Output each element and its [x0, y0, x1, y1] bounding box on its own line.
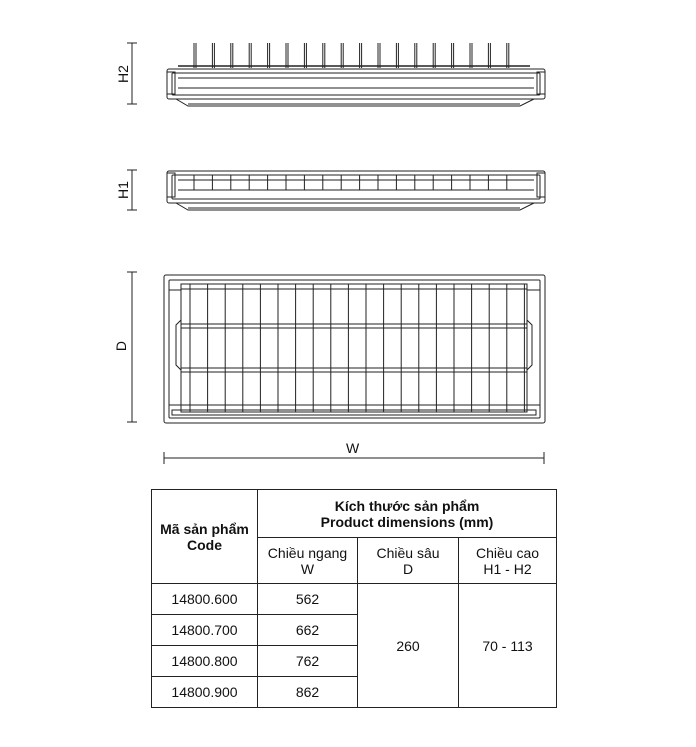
- code-header: [152, 490, 258, 584]
- col-d-en: D: [402, 560, 414, 577]
- h2-tines: [194, 43, 509, 68]
- row-width: 762: [258, 646, 358, 677]
- table-row: [152, 584, 557, 615]
- code-header-en: Code: [187, 536, 222, 553]
- col-d-vi: Chiều sâu: [376, 544, 440, 561]
- dims-header-en: Product dimensions (mm): [320, 513, 494, 530]
- row-code: 14800.700: [152, 615, 258, 646]
- plan-view: [127, 272, 545, 423]
- row-code: 14800.900: [152, 677, 258, 708]
- w-label: W: [346, 440, 360, 456]
- row-width: 562: [258, 584, 358, 615]
- h1-label: H1: [115, 181, 131, 199]
- row-width: 662: [258, 615, 358, 646]
- h2-label: H2: [115, 65, 131, 83]
- spec-table: [151, 489, 557, 708]
- col-h-vi: Chiều cao: [475, 544, 540, 561]
- row-width: 862: [258, 677, 358, 708]
- code-header-vi: Mã sản phẩm: [160, 520, 249, 537]
- height-value: 70 - 113: [459, 584, 557, 708]
- col-d-header: [358, 538, 459, 584]
- col-h-en: H1 - H2: [483, 560, 532, 577]
- col-w-header: [258, 538, 358, 584]
- depth-value: 260: [358, 584, 459, 708]
- side-view-h2: [127, 43, 545, 106]
- row-code: 14800.800: [152, 646, 258, 677]
- row-code: 14800.600: [152, 584, 258, 615]
- col-h-header: [459, 538, 557, 584]
- dims-header-vi: Kích thước sản phẩm: [334, 497, 480, 514]
- col-w-en: W: [300, 560, 315, 577]
- side-view-h1: [127, 170, 545, 210]
- dims-header: [258, 490, 557, 538]
- col-w-vi: Chiều ngang: [267, 544, 348, 561]
- d-label: D: [113, 340, 129, 352]
